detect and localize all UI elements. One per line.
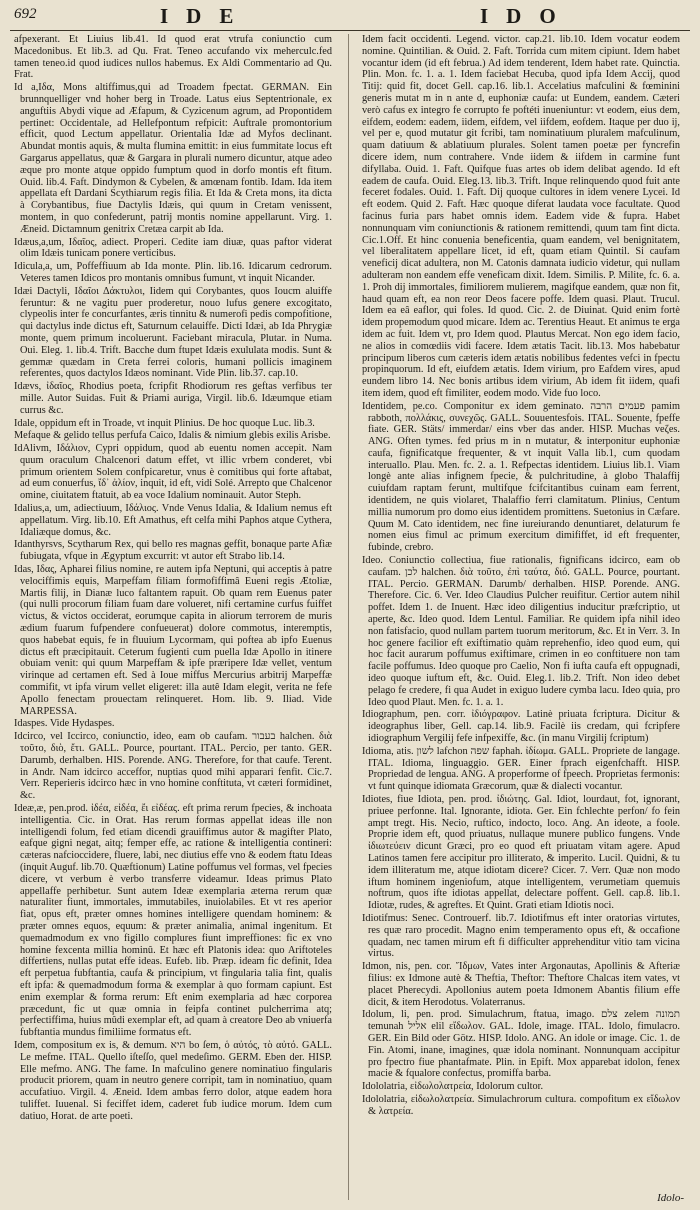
dictionary-entry: Idalius,a, um, adiectiuum, Iδάλιος. Vnde Venus Idalia, & Idalium nemus eft appellatum. Virg. lib.10. Eft Amathus, eft celfa mihi Paphos atque Cythera, Idaliæque domus, &c. [14, 503, 332, 538]
catchword: Idolo- [657, 1192, 684, 1204]
dictionary-entry: Idiotifmus: Senec. Controuerf. lib.7. Idiotifmus eft inter oratorias virtutes, res quæ raro procedit. Magno enim temperamento opus eft, & occafione quadam, nec tamen mirum eft fi difficulter apprehenditur vitio tam vicina virtus. [362, 912, 680, 960]
entry-continuation: Idem facit occidenti. Legend. victor. cap.21. lib.10. Idem vocatur eodem nomine. Quintilian. & Ouid. 2. Faft. Torrida cum mitem cipiunt. Idem habet vocantur idem (id eft februa.) Ad idem tenderent, Idem habet rate. Quinctia. Plin. Mon. fc. 1. a. 1. Idem faciebat Hecuba, quod ipfa Idem Accij, quod Titij: quid fit, docet Gell. cap.16. lib.1. Accelatius mafculini & fœminini generis mutat m in n ante d, euphoniæ caufa: ut Eundem, eandem. Cæteri verò cafus ex integro fe corrupto fe poftéti inueniuntur: vt eodem, eius dem, eifdem, eodem: eadem, iidem, eifdem, vel iifdem, eofdem. Itaque per duo ij, vel per e, quod mutatur git fcribi, tam nominatiuum pluralem mafculinum, quam datiuum & ablatiuum plurales. Solent tamen poetæ per fyncrefin dicere idem, num contrahere. Vnde iidem & iifdem in carmine funt difyllaba. Ouid. 1. Faft. Quifque fuas artes ob idem delibat agendo. Id eft eadem de caufa. Ouid. Eleg.13. lib.3. Trift. Inque relinquendo quod fuit ante feceret fodales. Ouid. 1. Faft. Dij quoque cultores in idem venere Lycei. Id eft eodem. Quid 2. Faft. Hæc quoque diferat laudata voce facultate. Quod facinus furia pars habet omnis idem. Eadem vide & fupra. Habet nonnunquam vim coniunctionis & rationem remittendi, quum tam fint dicta. Cic.1.Off. Et hinc conuenia beneficentia, quam eandem, vel benignitatem, vel liberalitatem appellare licet, id eft, quam etiam Quintil. Si caufam veneficij dicat adultera, non M. Catonis damnata iudicio videtur, qui nullam adulteram non eandem effe veneficam dixit. Idem. Similis. P. Milite, fc. 6. a. 1. Proh dij immortales, fimiliorem mulierem, magifque eandem, quæ non fit, haud quam eft, ea non reor Deos facere poffe. Idem quasi. Plaut. Trucul. Idem ea eâ eaflor, qui foles. Id quod. Cic. 2. de Diuinat. Quid enim fortè idem propemodum quod micare. Idem ac. Terentius Heaut. Et animus te erga idem ac fuit. Idem vt, pro Idem quod. Plautus Mercat. Non ego idem facio, ne alios in comœdiis vidi facere. Idem ætatis Tacit. lib.13. Mos habebatur principum liberos cum cæteris idem ætatis nobilibus fedentes vefci in fpectu propinquorum. Id eft, eiufdem ætatis. Idem virium, pro Eafdem vires, apud eundem libro 14. Nec bonis artibus idem virium, Ab idem fit iidem, quafi item idem, quod eft fimiliter, eodem modo. Vide fuo loco. [362, 34, 680, 399]
dictionary-entry: Idicula,a, um, Poffeffiuum ab Ida monte. Plin. lib.16. Idicarum cedrorum. Veteres tamen Idicos pro montanis omnibus fumunt, vt inquit Nicander. [14, 261, 332, 284]
left-column [14, 34, 332, 1202]
running-head-left: IDE [160, 4, 252, 28]
dictionary-entry: Idæi Dactyli, Iδαῖοι Δάκτυλοι, Iidem qui Corybantes, quos Ioucm aluiffe feruntur: & ne vagitu puer proderetur, nouo lufus genere excogitato, clypeolis inter fe concurfantes, æris tinnitu & numerofi pedis compofitione, qui dactylus inde dictus eft, Saturnum celauiffe. Dicti Idæi, ab Ida Phrygiæ monte, quem primum incoluerunt. Faciebant miracula, Plutar. in Numa. Oui. Eleg. 1. lib.4. Trift. Bacche dum ftupet Idæis exululata modis. Sunt & gemmæ quædam in Creta ferrei coloris, humani pollicis imaginem referentes, quos dactylos Idæos nominant. Vide Plin. lib.37. cap.10. [14, 285, 332, 380]
right-column [362, 34, 680, 1202]
dictionary-entry: Idanthyrsvs, Scytharum Rex, qui bello res magnas geffit, bonaque parte Afiæ fubiugata, vfque in Ægyptum excurrit: vt autor eft Strabo lib.14. [14, 539, 332, 563]
page-number: 692 [14, 6, 37, 22]
dictionary-entry: Idolum, li, pen. prod. Simulachrum, ftatua, imago. צלם zelem תמונה temunah אליל elil εἴδωλον. GAL. Idole, image. ITAL. Idolo, fimulacro. GER. Ein Bild oder Götz. HISP. Idolo. ANG. An idole or image. Cic. 1. de Fin. Atomi, inane, imagines, quæ idola nominant. Nonnunquam accipitur pro fpectro fiue phantafmate. Plin. in Epift. Mox apparebat idolon, fenex macie & fqualore confectus, promiffa barba. [362, 1009, 680, 1080]
dictionary-entry: IdAlivm, Iδάλιον, Cypri oppidum, quod ab euentu nomen accepit. Nam quum oraculum Chalcenori datum effet, vt illic vrbem conderet, vbi primum orientem Solem confpicaretur, vnus è comitibus qui forte aftabat, ad eum conuerfus, ἴδ᾽ ἀλίον, inquit, id eft, vidi Solé. Arrepto que Chalcenor omine, ciuitatem ftatuit, ab ea voce Idalium nominauit. Autor Steph. [14, 443, 332, 502]
dictionary-entry: Ideo. Coniunctio collectiua, fiue rationalis, fignificans idcirco, eam ob caufam. לכן halchen. διὰ τοῦτο, ἐπὶ ταύτα, διό. GALL. Pource, pourtant. ITAL. Percio. GERMAN. Darumb/ derhalben. HISP. Porende. ANG. Therefore. Cic. 6. Ver. Ideo Claudius Pulcher reuifitur. Certior autem nihil poffet. Idem 1. de Inuent. Hæc ideo diligentius inducitur præfcriptio, ut aperte, &c. Ideo quod. Idem Lentul. Familiar. Re quidem ipfa nihil ideo non fatisfacio, quod nullam partem tuorum meritorum, &c. Et in Verr. 3. In hoc genere facilior eft exiftimatio quàm reprehenfio, ideo quod eum, qui hoc facit aurarum poffumus exiftimare, crimen in eo conftituere non tam facile poffumus. Ideo quoque pro Caelio, Non fi iufta caufa eft oppugnadi, ideo quoque iuftum eft, &c. Ouid. Eleg.1. lib.2. Trift. Non ideo debet pelago fe credere, fi qua Audet in exiguo ludere cymba lacu. Ideo quia, pro Ideo quod Plaut. Men. fc. 1. a. 1. [362, 555, 680, 708]
dictionary-entry: Idololatria, εἰδωλολατρεία. Simulachrorum cultura. compofitum ex εἴδωλον & λατρεία. [362, 1093, 680, 1117]
dictionary-entry: Idololatria, εἰδωλολατρεία, Idolorum cultor. [362, 1081, 544, 1093]
dictionary-entry: Idmon, nis, pen. cor. Ἴδμων, Vates inter Argonautas, Apollinis & Afteriæ filius: ex Idmone autè & Theftia, Theftor: Theftore Chalcas item vates, vt placet Pherecydi. Apollonius autem poeta Idmonem Abantis filium effe dicit, & item Herodotus. Volaterranus. [362, 961, 680, 1008]
column-divider [348, 34, 349, 1200]
dictionary-entry: Idaspes. Vide Hydaspes. [14, 718, 115, 730]
entry-continuation: Mefaque & gelido tellus perfufa Caico, Idalis & nimium glebis exilis Arisbe. [14, 430, 331, 442]
dictionary-entry: Idævs, ἰδαῖος, Rhodius poeta, fcripfit Rhodiorum res geftas verfibus ter mille. Autor Suidas. Fuit & Priami auriga, Virgil. lib.6. Idæumque etiam currus &c. [14, 381, 332, 416]
running-head-right: IDO [480, 4, 574, 28]
dictionary-entry: Idæus,a,um, Iδαῖος, adiect. Properi. Cedite iam diuæ, quas paftor viderat olim Idæis tunicam ponere verticibus. [14, 236, 332, 260]
dictionary-entry: Id a,Iδα, Mons altiffimus,qui ad Troadem fpectat. GERMAN. Ein brunnquelliger vnd hoher berg in Troade. Latus eius Septentrionale, ex anguftiis Abydi vique ad Æfapum, & Cyzicenum agrum, ad Propontidem pertinet: Occidentale, ad Hellefpontum refpicit: Auftrale promontorium efficit, quod Lectum appellatur. Orientalia Idæ ad Myfos declinant. Abundat montis aquis, & multa flumina emittit: in eius fummitate locus eft Gargarus appellatus, quæ & Gargara in plurali numero dicuntur, atque adeo æque pro monte atque oppido fumptum quod in dorfo montis eft fitum. Ouid. lib.4. Faft. Dindymon & Cybelen, & amœnam fontib. Idam. Ida item appellata eft Dardani Scythiarum regis filia. Et Ida & Creta mons, ita dicta à Corybantibus, fiue Dactylis Idæis, qui quum in Cretam venissent, montem, in quo confederunt, patrij montis nomine appellarunt. Virg. 1. Æneid. Dictamnum genitrix Cretæa carpit ab Ida. [14, 82, 332, 235]
page-header [10, 4, 690, 30]
entry-continuation: afpexerant. Et Liuius lib.41. Id quod erat vtrufa coniunctio cum Macedonibus. Et lib.3. ad Qu. Frat. Teneo accufando vix meherculc.fed tamen teneo.id quod iudices nullos habemus. Ex Aldi Commentario ad Qu. Frat. [14, 34, 332, 81]
dictionary-entry: Identidem, pe.co. Componitur ex idem geminato. פעמים הרבה pamim rabboth, πολλάκις, συνεχῶς. GALL. Souuentesfois. ITAL. Souente, fpeffe fiate. GER. Stäts/ immerdar/ eins vber das ander. HISP. Muchas veζes. ANG. Often tymes. fed prius m in n mutatur, & interponitur euphoniæ caufa, fignificatque frequenter, & vt inquit Valla lib.1, cum quodam interuallo. Plau. Men. fc. 2. a. 1. Refpectas identidem. Liuius lib.1. Viam longè ante alias infignem fpecie, & pulchritudine, à globo Thalaffij cuiufdam raptam ferunt, multifque fcifcitantibus cuinam eam ferrent, identidem, ne quis violaret, Thalaffio ferri clamitatum. Plinius, Centum millia numorum pro domo eius identidem promittens. Suetonius in Cæfare. Quum M. Cato identidem, nec fine iureiurando denuntiaret, delaturum fe nomen eius fimul ac primum exercitum dimififfet, id eft frequenter, fubinde, crebro. [362, 400, 680, 554]
dictionary-entry: Idiotes, fiue Idiota, pen. prod. ἰδιώτης. Gal. Idiot, lourdaut, fot, ignorant, priuee perfonne. Ital. Ignorante, idiota. Ger. Ein fchlechte perfon/ fo fein ampt tregt. His. Necio, ruftico, indocto, loco. Ang. An ideote, a foole. Proprie idem eft, quod priuatus, nullaque munere publico fungens. Vnde ἰδιωτεύειν dicunt Græci, pro eo quod eft priuatam vitam agere. Apud Latinos tamen fere accipitur pro illiterato, & imperito. Lucil. Quidni, & tu idem illiteratum me, atque idiotam dicere? Cicer. 7. Verr. Quæ non modo iftum hominem ingeniofum, atque intelligentem, verumetiam quemuis noftrum, quos ifte idiotas appellat, delectare poffent. Gell. cap.8. lib.1. Idiotæ, rudes, & agreftes. Et Quint. Grati etiam Idiotis noci. [362, 794, 680, 912]
dictionary-entry: Ideæ,æ, pen.prod. ἰδέα, εἰδέα, ἔι εἰδέας. eft prima rerum fpecies, & inchoata intelligentia. Cic. in Orat. Has rerum formas appellat ideas ille non intelligendi folum, fed etiam dicendi grauiffimus autor & magifter Plato, eafque gigni negat, aitq; femper effe, ac ratione & intelligentia contineri: cæteras nafcioccidere, fluere, labi, nec diutius effe vno & eodem ftatu Ideas (inquit Auguf. lib.70. Quæftionum) Latine poffumus vel formas, vel fpecies dicere, vt verbum è verbo transferre videamur. Ideas primus Plato appellaffe perhibetur. Sunt autem Ideæ exemplaria æterna rerum quæ naturaliter fiunt, immortales, immutabiles, inuiolabiles. Et vt res aperior fiat, opus eft, præter omnes homines intelligere quendam hominem: & præter omnes equos, equum: & præter animalia, animal ingenitum. Et quemadmodum ex vno figillo complures fiunt impreffiones: fic ex vno homine fexcenta millia hominû. Et hæc eft Platonis idea: quo Ariftoteles differtiens, nullas putat effe ideas. Eufeb. lib. Præp. ideam fic definit, Idea eft perpetua fubftantia, caufa & principium, vt fingularia talia fint, qualis eft ipfa: & quemadmodum forma & exemplar à quo formam capiunt. Est enim exemplar & forma rerum: Eft enim exemplaria ad hæc corporea præcedunt, fic ut quæ omnia in feipfa continet pulcherrima atq; perfectiffima, huius mûdi exemplar eft, ad quam à creatore Deo ab vniuerfa fubftantia mundus fimiliime formatus eft. [14, 803, 332, 1039]
dictionary-entry: Idas, Iδας, Apharei filius nomine, re autem ipfa Neptuni, qui acceptis à patre velociffimis equis, Marpeffam filiam formofiffimâ Eueni regis Ætoliæ, Martis filij, in Dianæ luco faltantem rapuit. Ob quam rem Euenus pater (qui nulli procorum filiam fuam dare volueret, nifi certamine curfus fuiffet victus, & victos occiderat, eorumque capita in aliorum terrorem de muris ædium fuarum fufpendere confueuerat) dolore commotus, interemptis, quos habebat equis, fe in fluuium Lycormam, qui poftea ab ipfo Euenus dictus eft præcipitauit. Ceterum fugienti cum puella Idæ Apollo in itinere obuiam venit: qui quum Marpeffam & ipfe præripere Idæ vellet, ventum virinque ad certamen eft. Sed à Ioue miffus Mercurius arbitrij Marpeffæ commifit, vt ipfa virum vellet eligeret: illa autê Idam elegit, verita ne fefe Apollo fenectam prouectam relinqueret. Hom. lib. 9. Iliad. Vide MARPESSA. [14, 564, 332, 717]
dictionary-entry: Idioma, atis. לשון lafchon שפה faphah. ἰδίωμα. GALL. Propriete de langage. ITAL. Idioma, linguaggio. GER. Einer fprach eigenfchafft. HISP. Propriedad de lengua. ANG. A properforme of fpeech. Proprietas fermonis: vt funt quinque idiomata Græcorum, quæ & dialecti vocantur. [362, 745, 680, 793]
dictionary-entry: Idcirco, vel Iccirco, coniunctio, ideo, eam ob caufam. בעבור halchen. διὰ τοῦτο, διὸ, ἔτι. GALL. Pource, pourtant. ITAL. Percio, per tanto. GER. Darumb, derhalben. HIS. Porende. ANG. Therefore, for that caufe. Terent. in Andr. Nam idcirco acceffor, nuptias quod mihi apparari fenfit. Cic.7. Verr. Reperieris idcirco hæc in vno homine conftituta, vt cæteri formidinet, &c. [14, 731, 332, 802]
header-rule [10, 30, 690, 31]
dictionary-entry: Idem, compositum ex is, & demum. היא bo ſem, ὁ αὐτός, τὸ αὐτό. GALL. Le mefme. ITAL. Quello iſteſſo, quel medeſimo. GERM. Eben der. HISP. Elle mefmo. ANG. The fame. In mafculino genere nominatiuo fingularis producit priorem, quam in neutro genere corripit, tam in nominatiuo, quam accufatiuo. Virgil. 4. Æneid. Idem ambas ferro dolor, atque eadem hora tuliffet. Iuuenal. Si feciffet idem, caderet fub iudice morum. Idem cum datiuo, Horat. de arte poeti. [14, 1039, 332, 1122]
dictionary-entry: Idiographum, pen. corr. ἰδιόγραφον. Latinè priuata fcriptura. Dicitur & ideographus liber, Gell. cap.14. lib.9. Facilè iis credam, qui fcripfere idiographum Vergilij fefe infpexiffe, &c. (in manu Virgilij fcriptum) [362, 709, 680, 745]
dictionary-entry: Idale, oppidum eft in Troade, vt inquit Plinius. De hoc quoque Luc. lib.3. [14, 417, 315, 429]
